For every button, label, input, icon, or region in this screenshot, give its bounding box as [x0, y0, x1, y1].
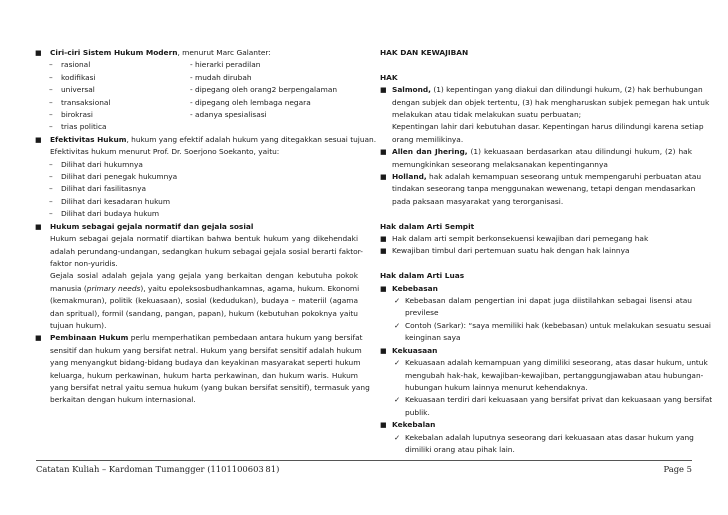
bullet-icon: ■: [380, 421, 387, 430]
check-item: ✓ Kekebalan adalah luputnya seseorang dari kekuasaan atas dasar hukum yang: [380, 432, 692, 444]
list-item: ■ Holland, hak adalah kemampuan seseorang untuk mempengaruhi perbuatan atau: [380, 171, 692, 183]
list-item: ■ Efektivitas Hukum, hukum yang efektif adalah hukum yang ditegakkan sesuai tujuan.: [36, 134, 358, 146]
list-item: ■ Salmond, (1) kepentingan yang diakui dan dilindungi hukum, (2) hak berhubungan: [380, 84, 692, 96]
paragraph-line: previlese: [405, 308, 439, 318]
paragraph-line: tindakan seseorang tanpa menggunakan wewenang, tetapi dengan mendasarkan: [392, 184, 696, 194]
sub-item: – kodifikasi - mudah dirubah: [49, 72, 252, 82]
paragraph-line: keluarga, hukum perkawinan, hukum harta perkawinan, dan hukum waris. Hukum: [50, 370, 358, 380]
paragraph-line: sensitif dan hukum yang bersifat netral. Hukum yang bersifat sensitif adalah hukum: [50, 345, 362, 355]
bullet-icon: ■: [380, 86, 387, 95]
check-icon: ✓: [394, 432, 401, 442]
section-heading: HAK DAN KEWAJIBAN: [380, 48, 469, 57]
list-item: ■ Kekuasaan: [380, 345, 692, 357]
paragraph-line: memungkinkan seseorang melaksanakan kepentingannya: [392, 159, 608, 169]
check-item: ✓ Contoh (Sarkar): “saya memiliki hak (kebebasan) untuk melakukan sesuatu sesuai: [380, 320, 692, 332]
bullet-icon: ■: [380, 173, 387, 182]
check-icon: ✓: [394, 358, 401, 368]
item-title: Allen dan Jhering,: [392, 147, 468, 157]
bullet-icon: ■: [380, 247, 387, 256]
paragraph-line: dimiliki orang atau pihak lain.: [405, 444, 515, 454]
paragraph-line: Gejala sosial adalah gejala yang gejala yang berkaitan dengan kebutuha pokok: [50, 271, 358, 281]
paragraph-line: yang menyangkut bidang-bidang budaya dan keyakinan masyarakat seperti hukum: [50, 358, 361, 368]
section-heading: Hak dalam Arti Sempit: [380, 221, 475, 231]
section-heading: Hak dalam Arti Luas: [380, 271, 465, 281]
sub-item: – Dilihat dari fasilitasnya: [49, 184, 146, 194]
item-title: Hukum sebagai gejala normatif dan gejala sosial: [50, 221, 254, 231]
check-icon: ✓: [394, 296, 401, 306]
paragraph-line: manusia (primary needs), yaitu epoleksosbudhankamnas, agama, hukum. Ekonomi: [50, 283, 360, 293]
list-item: ■ Kewajiban timbul dari pertemuan suatu hak dengan hak lainnya: [380, 245, 692, 257]
bullet-icon: ■: [380, 148, 387, 157]
item-title: Pembinaan Hukum: [50, 333, 129, 343]
sub-item: – Dilihat dari hukumnya: [49, 159, 143, 169]
left-column: [35, 47, 377, 407]
list-item: ■ Kebebasan: [380, 283, 692, 295]
bullet-icon: ■: [380, 235, 387, 244]
sub-item: – Dilihat dari budaya hukum: [49, 209, 160, 219]
paragraph-line: publik.: [405, 407, 430, 417]
list-item: ■ Allen dan Jhering, (1) kekuasaan berdasarkan atau dilindungi hukum, (2) hak: [380, 146, 692, 158]
item-title: Holland,: [392, 172, 427, 182]
paragraph-line: faktor non-yuridis.: [50, 258, 118, 268]
paragraph-line: berkaitan dengan hukum internasional.: [50, 395, 196, 405]
paragraph-line: adalah perundang-undangan, sedangkan hukum sebagai gejala sosial berarti faktor-: [50, 246, 363, 256]
sub-item: – Dilihat dari penegak hukumnya: [49, 172, 178, 182]
sub-item: – trias politica: [49, 122, 107, 132]
paragraph-line: Hukum sebagai gejala normatif diartikan bahwa bentuk hukum yang dikehendaki: [50, 234, 358, 244]
paragraph-line: tujuan hukum).: [50, 320, 107, 330]
paragraph-line: Efektivitas hukum menurut Prof. Dr. Soerjono Soekanto, yaitu:: [50, 147, 280, 157]
item-title: Ciri-ciri Sistem Hukum Modern: [50, 48, 178, 57]
section-heading: HAK: [380, 72, 398, 82]
check-item: ✓ Kekuasaan terdiri dari kekuasaan yang bersifat privat dan kekuasaan yang bersifat: [380, 394, 692, 406]
paragraph-line: dan spritual), formil (sandang, pangan, papan), hukum (kebutuhan pokoknya yaitu: [50, 308, 358, 318]
paragraph-line: yang bersifat netral yaitu semua hukum (yang bukan bersifat sensitif), termasuk yang: [50, 382, 370, 392]
list-item: ■ Hak dalam arti sempit berkonsekuensi kewajiban dari pemegang hak: [380, 233, 692, 245]
sub-item: – Dilihat dari kesadaran hukum: [49, 196, 171, 206]
paragraph-line: mengubah hak-hak, kewajiban-kewajiban, pertanggungjawaban atau hubungan-: [405, 370, 704, 380]
bullet-icon: ■: [35, 334, 42, 343]
paragraph-line: (kemakmuran), politik (kekuasaan), sosial (kedudukan), budaya – materiil (agama: [50, 296, 358, 306]
check-item: ✓ Kekuasaan adalah kemampuan yang dimiliki seseorang, atas dasar hukum, untuk: [380, 357, 692, 369]
footer-rule: [36, 460, 692, 461]
bullet-icon: ■: [35, 135, 42, 144]
paragraph-line: dengan subjek dan objek tertentu, (3) hak mengharuskan subjek pemegan hak untuk: [392, 97, 710, 107]
bullet-icon: ■: [35, 49, 42, 57]
paragraph-line: keinginan saya: [405, 333, 461, 343]
page-number: Page 5: [663, 464, 692, 474]
check-item: ✓ Kebebasan dalam pengertian ini dapat juga diistilahkan sebagai lisensi atau: [380, 295, 692, 307]
paragraph-line: pada paksaan masyarakat yang terorganisasi.: [392, 196, 564, 206]
sub-item: – birokrasi - adanya spesialisasi: [49, 110, 267, 120]
right-column: [380, 47, 713, 456]
sub-item: – rasional - hierarki peradilan: [49, 60, 261, 70]
paragraph-line: hubungan hukum lainnya menurut kehendaknya.: [405, 382, 588, 392]
paragraph-line: Kepentingan lahir dari kebutuhan dasar. Kepentingan harus dilindungi karena setiap: [392, 122, 704, 132]
list-item: [36, 221, 358, 233]
sub-item: – transaksional - dipegang oleh lembaga negara: [49, 97, 311, 107]
bullet-icon: ■: [380, 346, 387, 355]
paragraph-line: orang memilikinya.: [392, 134, 464, 144]
list-item: ■ Pembinaan Hukum perlu memperhatikan pembedaan antara hukum yang bersifat: [36, 332, 358, 344]
footer-title: Catatan Kuliah – Kardoman Tumangger (1101100603 81): [36, 464, 280, 474]
list-item: ■ Kekebalan: [380, 419, 692, 431]
sub-item: – universal - dipegang oleh orang2 berpengalaman: [49, 85, 338, 95]
item-title: Salmond,: [392, 85, 431, 95]
check-icon: ✓: [394, 320, 401, 330]
list-item: ■ Ciri-ciri Sistem Hukum Modern, menurut Marc Galanter:: [36, 47, 358, 59]
bullet-icon: ■: [380, 284, 387, 293]
paragraph-line: melakukan atau tidak melakukan suatu perbuatan;: [392, 110, 582, 120]
check-icon: ✓: [394, 395, 401, 405]
item-title: Efektivitas Hukum: [50, 134, 127, 144]
bullet-icon: ■: [35, 222, 42, 231]
